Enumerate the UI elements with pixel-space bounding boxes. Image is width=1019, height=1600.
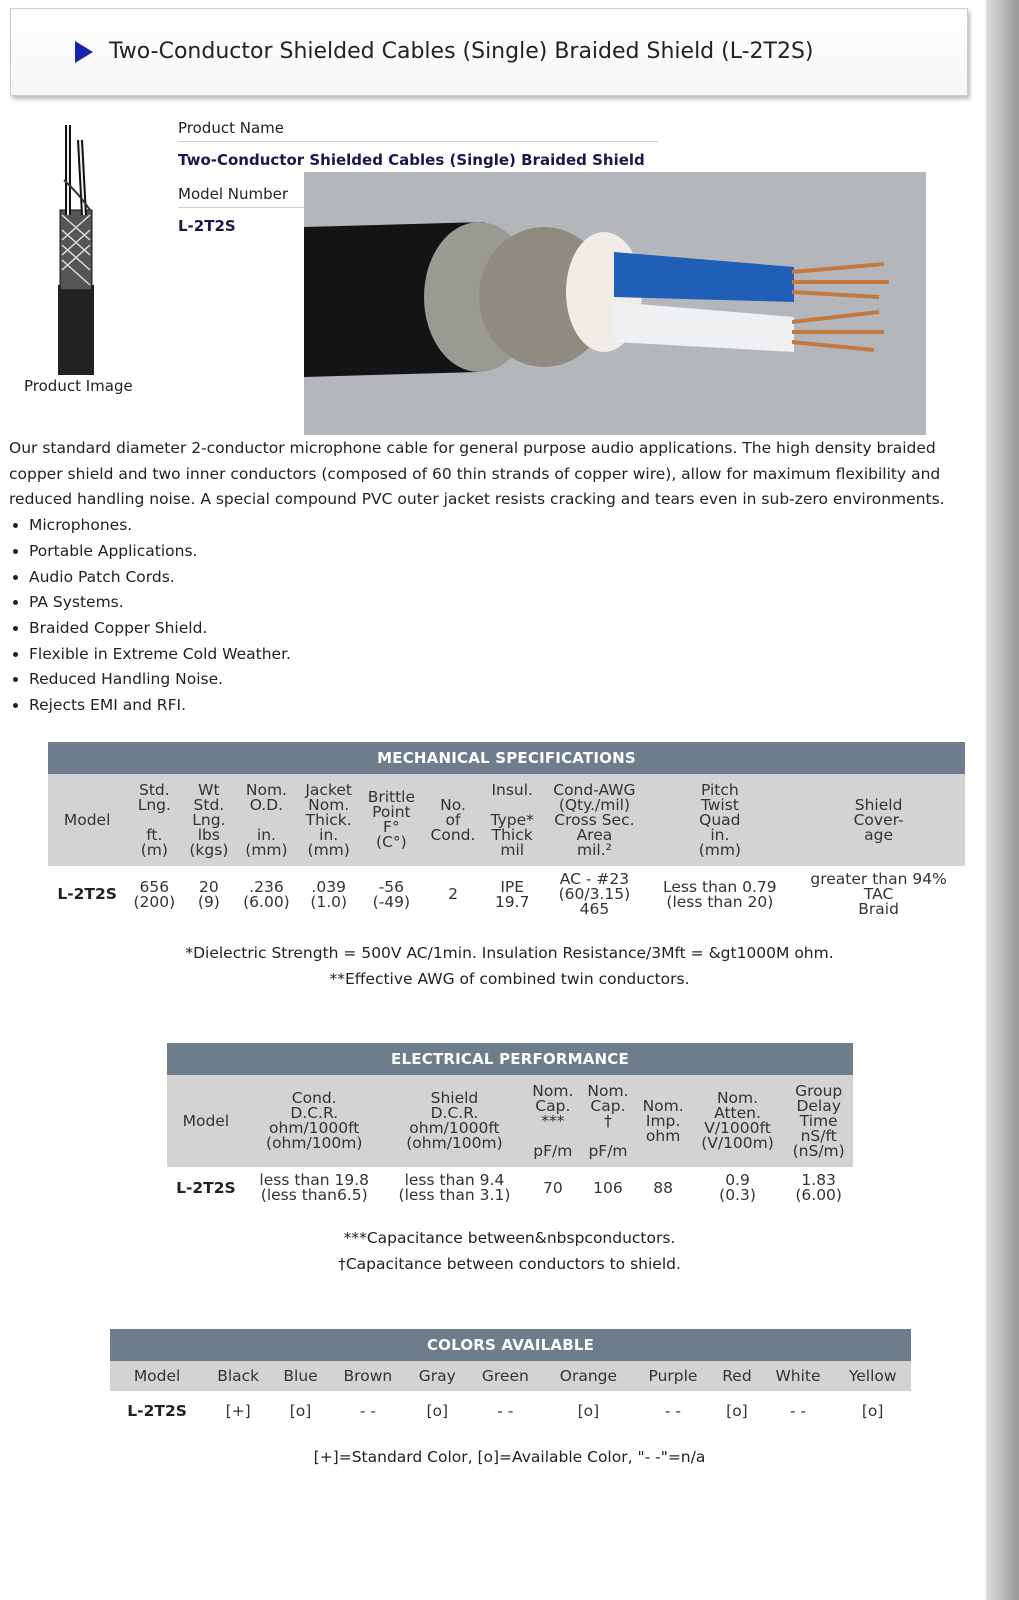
column-header: Black [204,1361,272,1391]
column-header: Blue [272,1361,329,1391]
arrow-right-icon [75,41,93,63]
column-header: No. of Cond. [423,774,483,866]
column-header: Nom. Cap. † pF/m [580,1075,635,1167]
mechanical-note: **Effective AWG of combined twin conductors. [329,970,690,988]
column-header: Yellow [834,1361,911,1391]
cable-photo [304,172,926,435]
column-header: Red [712,1361,762,1391]
column-header: Shield D.C.R. ohm/1000ft (ohm/100m) [384,1075,526,1167]
table-header-row [48,774,965,866]
table-title: MECHANICAL SPECIFICATIONS [48,742,965,774]
table-cell: .039 (1.0) [310,877,348,911]
product-image-label: Product Image [24,377,133,395]
product-name-label: Product Name [178,119,284,137]
table-cell: AC - #23 (60/3.15) 465 [558,870,631,918]
table-title: COLORS AVAILABLE [110,1329,911,1361]
cable-drawing-image [50,120,110,375]
page-title: Two-Conductor Shielded Cables (Single) Braided Shield (L-2T2S) [109,39,814,64]
column-header: Model [167,1075,245,1167]
divider [178,207,304,208]
column-header: Nom. Imp. ohm [636,1075,691,1167]
column-header: White [762,1361,835,1391]
model-number: L-2T2S [178,217,236,235]
table-cell: -56 (-49) [372,877,411,911]
model-number-label: Model Number [178,185,289,203]
table-header-row [110,1361,911,1391]
colors-available-table [110,1329,911,1431]
electrical-note: †Capacitance between conductors to shield. [338,1255,681,1273]
feature-item: • Braided Copper Shield. [29,616,969,642]
column-header: Nom. O.D. in. (mm) [235,774,297,866]
table-cell: [o] [577,1401,600,1420]
table-cell: less than 9.4 (less than 3.1) [398,1171,511,1204]
feature-item: • Portable Applications. [29,539,969,565]
column-header: Brittle Point F° (C°) [360,774,423,866]
column-header: Purple [634,1361,712,1391]
table-cell: IPE 19.7 [494,877,530,911]
table-cell: .236 (6.00) [243,877,290,911]
table-cell: 2 [448,885,458,903]
table-row [48,866,965,923]
table-cell: 106 [593,1178,623,1197]
table-cell: - - [664,1401,682,1420]
feature-item: • Flexible in Extreme Cold Weather. [29,642,969,668]
table-cell: [o] [726,1401,748,1420]
table-cell: 656 (200) [133,877,176,911]
table-row [110,1391,911,1431]
column-header: Insul. Type* Thick mil [483,774,541,866]
table-cell: - - [789,1401,807,1420]
feature-item: • PA Systems. [29,590,969,616]
column-header: Shield Cover- age [792,774,965,866]
table-cell: [o] [289,1401,312,1420]
colors-note: [+]=Standard Color, [o]=Available Color, "- -"=n/a [313,1448,706,1466]
feature-item: • Reduced Handling Noise. [29,667,969,693]
table-cell: 70 [542,1178,563,1197]
product-name: Two-Conductor Shielded Cables (Single) Braided Shield [178,151,645,169]
table-cell: [+] [225,1401,251,1420]
table-cell: 20 (9) [197,877,220,911]
column-header: Model [110,1361,204,1391]
column-header: Cond. D.C.R. ohm/1000ft (ohm/100m) [245,1075,384,1167]
description [9,436,969,719]
column-header: Std. Lng. ft. (m) [126,774,182,866]
column-header: Gray [407,1361,468,1391]
feature-list [9,513,969,719]
column-header: Brown [329,1361,407,1391]
table-cell: - - [497,1401,514,1420]
column-header: Nom. Atten. V/1000ft (V/100m) [691,1075,785,1167]
column-header: Green [468,1361,543,1391]
mechanical-note: *Dielectric Strength = 500V AC/1min. Insulation Resistance/3Mft = &gt1000M ohm. [185,944,834,962]
table-cell: 0.9 (0.3) [719,1171,756,1204]
table-cell: 88 [653,1178,673,1197]
column-header: Orange [543,1361,634,1391]
table-cell: 1.83 (6.00) [795,1171,842,1204]
table-title: ELECTRICAL PERFORMANCE [167,1043,853,1075]
column-header: Cond-AWG (Qty./mil) Cross Sec. Area mil.² [541,774,647,866]
column-header: Group Delay Time nS/ft (nS/m) [784,1075,853,1167]
mechanical-specs-table [48,742,965,923]
column-header: Wt Std. Lng. lbs (kgs) [182,774,235,866]
column-header: Jacket Nom. Thick. in. (mm) [298,774,360,866]
table-cell: less than 19.8 (less than6.5) [259,1171,370,1204]
column-header: Model [48,774,126,866]
table-row [167,1167,853,1209]
table-cell: Less than 0.79 (less than 20) [663,877,777,911]
scrollbar[interactable] [986,0,1019,1600]
column-header: Nom. Cap. *** pF/m [525,1075,580,1167]
title-box [10,8,968,96]
table-cell: [o] [861,1401,884,1420]
feature-item: • Rejects EMI and RFI. [29,693,969,719]
feature-item: • Audio Patch Cords. [29,565,969,591]
table-cell: - - [359,1401,376,1420]
electrical-note: ***Capacitance between&nbspconductors. [343,1229,676,1247]
table-header-row [167,1075,853,1167]
table-cell: [o] [426,1401,449,1420]
column-header: Pitch Twist Quad in. (mm) [648,774,793,866]
table-cell: greater than 94% TAC Braid [810,870,947,918]
divider [178,141,658,142]
description-text: Our standard diameter 2-conductor microphone cable for general purpose audio applications. The high density braided copper shield and two inner conductors (composed of 60 thin strands of copper wire), allow for maximum flexibility and reduced handling noise. A special compound PVC outer jacket resists cracking and tears even in sub-zero environments. [9,439,945,509]
model-cell: L-2T2S [127,1401,187,1420]
model-cell: L-2T2S [176,1178,236,1197]
feature-item: • Microphones. [29,513,969,539]
model-cell: L-2T2S [57,885,117,903]
electrical-performance-table [167,1043,853,1209]
